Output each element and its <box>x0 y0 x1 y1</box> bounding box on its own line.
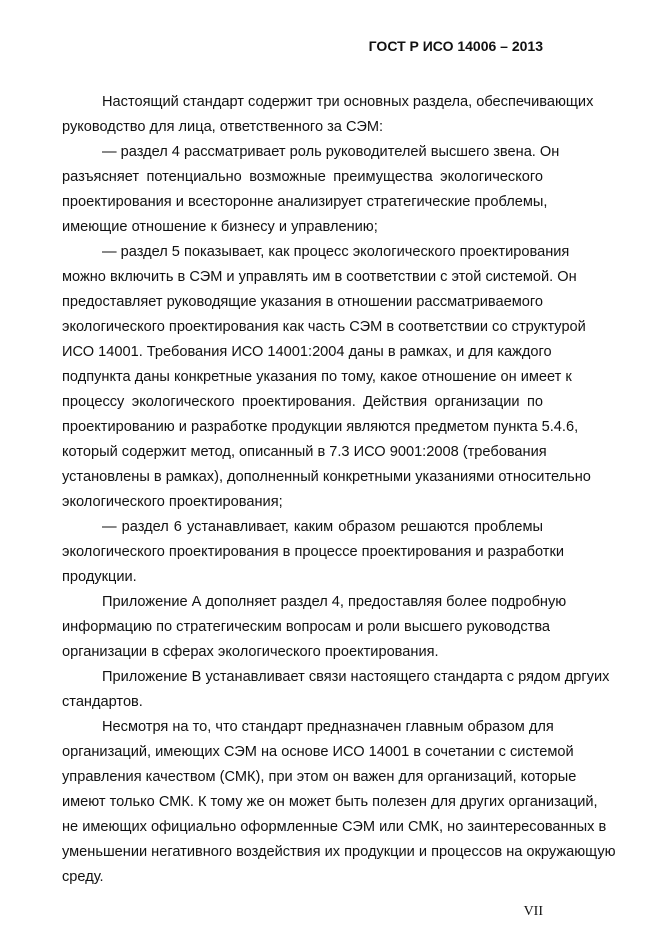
text-line: — раздел 5 показывает, как процесс экологического проектирования <box>102 244 570 260</box>
paragraph <box>62 515 564 590</box>
text-line: не имеющих официально оформленные СЭМ или СМК, но заинтересованных в <box>62 819 607 835</box>
text-line: руководство для лица, ответственного за СЭМ: <box>62 119 384 135</box>
text-line: подпункта даны конкретные указания по тому, какое отношение он имеет к <box>62 369 572 385</box>
text-line: имеющие отношение к бизнесу и управлению; <box>62 219 378 235</box>
text-line: уменьшении негативного воздействия их продукции и процессов на окружающую <box>62 844 616 860</box>
text-line: проектирования и всесторонне анализирует стратегические проблемы, <box>62 194 548 210</box>
text-line: установлены в рамках), дополненный конкретными указаниями относительно <box>62 469 591 485</box>
text-line: который содержит метод, описанный в 7.3 ИСО 9001:2008 (требования <box>62 444 547 460</box>
text-line: организаций, имеющих СЭМ на основе ИСО 14001 в сочетании с системой <box>62 744 574 760</box>
text-line: Приложение А дополняет раздел 4, предоставляя более подробную <box>102 594 567 610</box>
text-line: Настоящий стандарт содержит три основных раздела, обеспечивающих <box>102 94 594 110</box>
page-number: VII <box>523 904 543 919</box>
text-line: управления качеством (СМК), при этом он важен для организаций, которые <box>62 769 577 785</box>
text-line: экологического проектирования в процессе проектирования и разработки <box>62 544 564 560</box>
text-line: экологического проектирования как часть СЭМ в соответствии со структурой <box>62 319 586 335</box>
paragraph <box>62 590 567 665</box>
paragraph <box>62 90 594 140</box>
text-line: Несмотря на то, что стандарт предназначен главным образом для <box>102 719 554 735</box>
text-line: — раздел 6 устанавливает, каким образом решаются проблемы <box>102 519 543 535</box>
paragraph <box>62 140 560 240</box>
text-line: стандартов. <box>62 694 143 710</box>
text-line: можно включить в СЭМ и управлять им в соответствии с этой системой. Он <box>62 269 577 285</box>
text-line: разъясняет потенциально возможные преимущества экологического <box>62 169 543 185</box>
paragraph <box>62 665 610 715</box>
text-line: — раздел 4 рассматривает роль руководителей высшего звена. Он <box>102 144 560 160</box>
document-header: ГОСТ Р ИСО 14006 – 2013 <box>368 38 543 54</box>
text-line: продукции. <box>62 569 137 585</box>
paragraph <box>62 240 591 515</box>
document-body <box>62 90 616 890</box>
text-line: Приложение В устанавливает связи настоящего стандарта с рядом дргуих <box>102 669 610 685</box>
text-line: имеют только СМК. К тому же он может быть полезен для других организаций, <box>62 794 598 810</box>
text-line: информацию по стратегическим вопросам и роли высшего руководства <box>62 619 551 635</box>
text-line: предоставляет руководящие указания в отношении рассматриваемого <box>62 294 543 310</box>
text-line: проектированию и разработке продукции являются предметом пункта 5.4.6, <box>62 419 579 435</box>
text-line: среду. <box>62 869 104 885</box>
text-line: процессу экологического проектирования. Действия организации по <box>62 394 543 410</box>
text-line: организации в сферах экологического проектирования. <box>62 644 439 660</box>
text-line: экологического проектирования; <box>62 494 283 510</box>
paragraph <box>62 715 616 890</box>
text-line: ИСО 14001. Требования ИСО 14001:2004 даны в рамках, и для каждого <box>62 344 552 360</box>
